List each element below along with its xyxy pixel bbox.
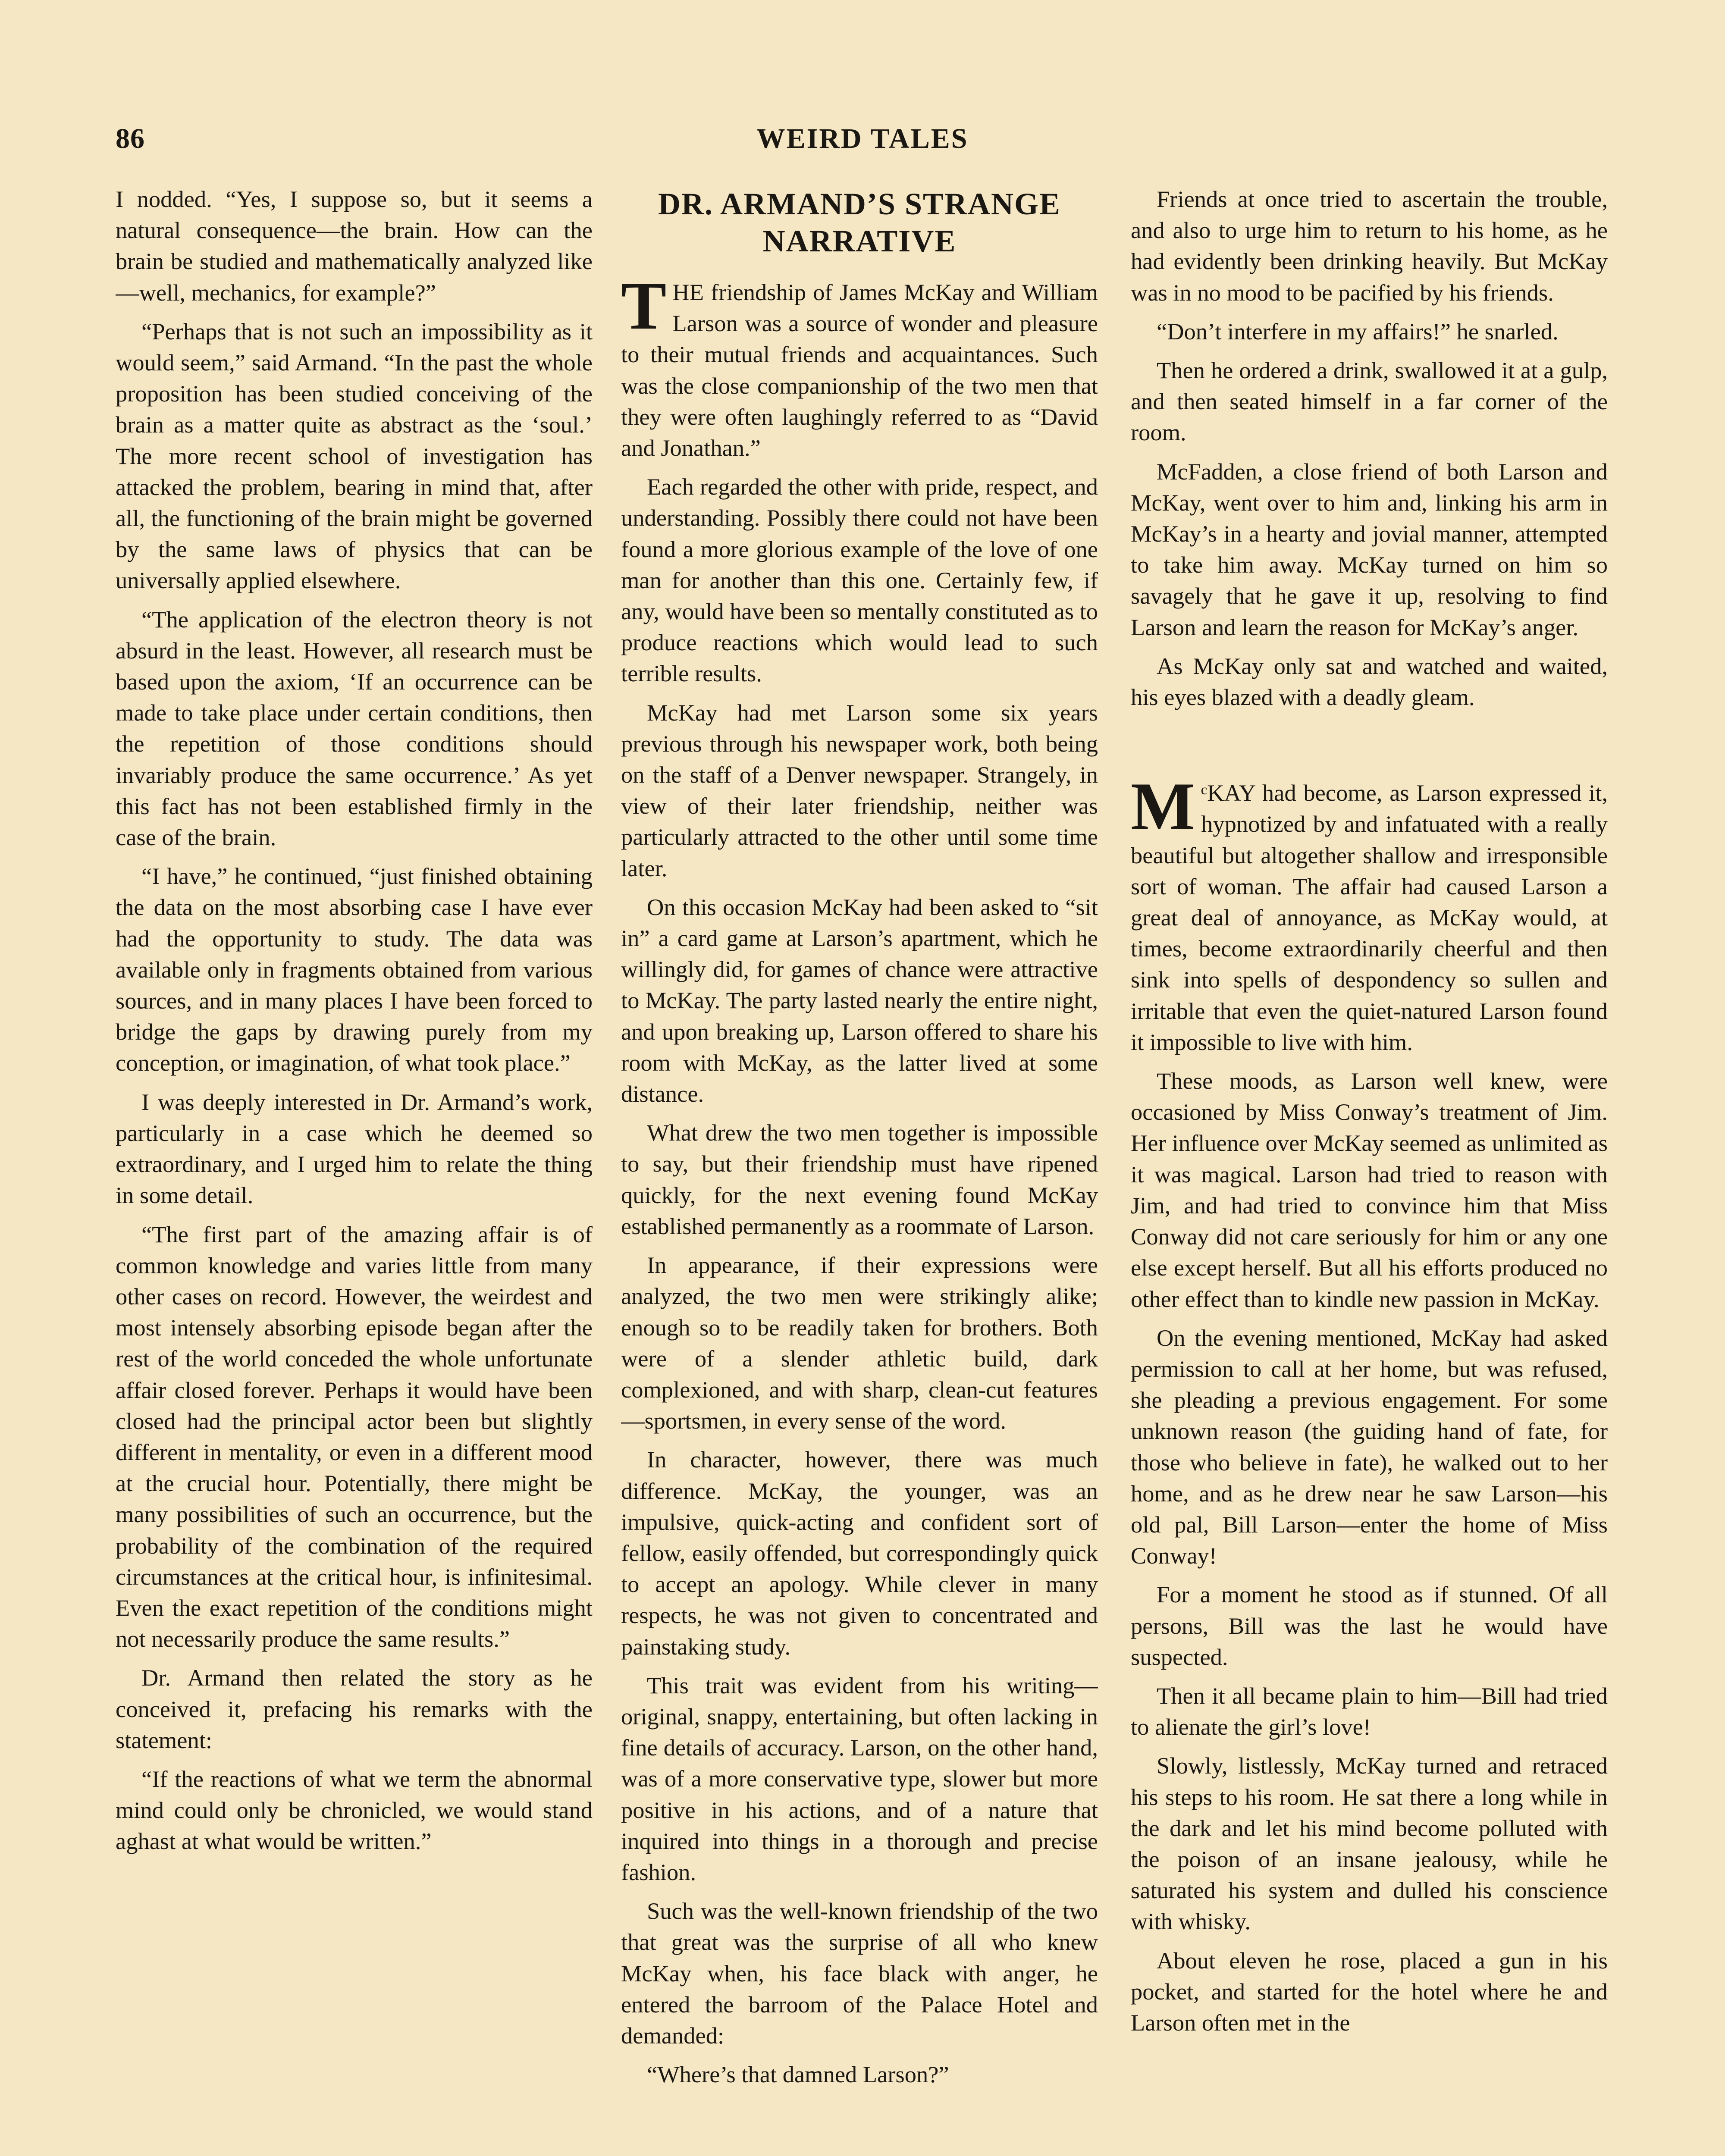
running-head: WEIRD TALES — [756, 123, 969, 154]
paragraph: “Where’s that damned Larson?” — [647, 2061, 949, 2088]
opening-word: HE — [672, 279, 704, 305]
paragraph: Friends at once tried to ascertain the trouble, and also to urge him to return to his home, as he had evidently been drinking heavily. But McKay was in no mood to be pacified by his friends. — [1131, 186, 1608, 306]
paragraph: I nodded. “Yes, I suppose so, but it seems a natural consequence—the brain. How can the brain be studied and mathematically analyzed like—well, mechanics, for example?” — [116, 186, 593, 306]
column-middle — [621, 184, 1098, 2156]
drop-cap: M — [1131, 769, 1195, 845]
paragraph: “The application of the electron theory is not absurd in the least. However, all research must be based upon the axiom, ‘If an occurrence can be made to take place under certain conditions, then the repetition of those conditions should invariably produce the same occurrence.’ As yet this fact has not been established firmly in the case of the brain. — [116, 606, 593, 851]
paragraph: Then it all became plain to him—Bill had tried to alienate the girl’s love! — [1131, 1682, 1608, 1740]
drop-cap: T — [621, 268, 667, 344]
paragraph: McFadden, a close friend of both Larson and McKay, went over to him and, linking his arm in McKay’s in a hearty and jovial manner, attempted to take him away. McKay turned on him so savagely that he gave it up, resolving to find Larson and learn the reason for McKay’s anger. — [1131, 458, 1608, 640]
paragraph: Slowly, listlessly, McKay turned and retraced his steps to his room. He sat there a long while in the dark and let his mind become polluted with the poison of an insane jealousy, while he saturated his system and dulled his conscience with whisky. — [1131, 1752, 1608, 1935]
story-title-line-1: DR. ARMAND’S STRANGE — [658, 187, 1061, 221]
paragraph: Each regarded the other with pride, respect, and understanding. Possibly there could not have been found a more glorious example of the love of one man for another than this one. Certainly few, if any, would have been so mentally constituted as to produce reactions which would lead to such terrible results. — [621, 473, 1098, 687]
paragraph: For a moment he stood as if stunned. Of all persons, Bill was the last he would have suspected. — [1131, 1581, 1608, 1670]
opening-text: friendship of James McKay and William Larson was a source of wonder and pleasure to their mutual friends and acquaintances. Such was the close companionship of the two men that they were often laughingly referred to as “David and Jonathan.” — [621, 279, 1098, 461]
paragraph: Dr. Armand then related the story as he conceived it, prefacing his remarks with the statement: — [116, 1664, 593, 1753]
paragraph: What drew the two men together is impossible to say, but their friendship must have ripened quickly, for the next evening found McKay established permanently as a roommate of Larson. — [621, 1119, 1098, 1239]
paragraph: “If the reactions of what we term the abnormal mind could only be chronicled, we would stand aghast at what would be written.” — [116, 1765, 593, 1855]
paragraph: “Perhaps that is not such an impossibility as it would seem,” said Armand. “In the past the whole proposition has been studied conceiving of the brain as a matter quite as abstract as the ‘soul.’ The more recent school of investigation has attacked the problem, bearing in mind that, after all, the functioning of the brain might be governed by the same laws of physics that can be universally applied elsewhere. — [116, 318, 593, 594]
story-title — [621, 185, 1098, 260]
paragraph: In character, however, there was much difference. McKay, the younger, was an impulsive, quick-acting and confident sort of fellow, easily offended, but correspondingly quick to accept an apology. While clever in many respects, he was not given to concentrated and painstaking study. — [621, 1446, 1098, 1660]
paragraph: About eleven he rose, placed a gun in his pocket, and started for the hotel where he and Larson often met in the — [1131, 1947, 1608, 2036]
paragraph: McKay had met Larson some six years previous through his newspaper work, both being on the staff of a Denver newspaper. Strangely, in view of their later friendship, neither was particularly attracted to the other until some time later. — [621, 699, 1098, 881]
paragraph: On the evening mentioned, McKay had asked permission to call at her home, but was refused, she pleading a previous engagement. For some unknown reason (the guiding hand of fate, for those who believe in fate), he walked out to her home, and as he drew near he saw Larson—his old pal, Bill Larson—enter the home of Miss Conway! — [1131, 1324, 1608, 1569]
paragraph: Then he ordered a drink, swallowed it at a gulp, and then seated himself in a far corner of the room. — [1131, 357, 1608, 446]
paragraph: In appearance, if their expressions were analyzed, the two men were strikingly alike; enough so to be readily taken for brothers. Both were of a slender athletic build, dark complexioned, and with sharp, clean-cut features—sportsmen, in every sense of the word. — [621, 1252, 1098, 1434]
section-opening-paragraph — [1131, 769, 1608, 1058]
paragraph: “The first part of the amazing affair is of common knowledge and varies little from many other cases on record. However, the weirdest and most intensely absorbing episode began after the rest of the world conceded the whole unfortunate affair closed forever. Perhaps it would have been closed had the principal actor been but slightly different in mentality, or even in a different mood at the crucial hour. Potentially, there might be many possibilities of such an occurrence, but the probability of the combination of the required circumstances at the critical hour, is infinitesimal. Even the exact repetition of the conditions might not necessarily produce the same results.” — [116, 1221, 593, 1652]
opening-word: ᶜKAY — [1201, 780, 1255, 806]
paragraph: “Don’t interfere in my affairs!” he snarled. — [1157, 318, 1559, 345]
paragraph: These moods, as Larson well knew, were occasioned by Miss Conway’s treatment of Jim. Her influence over McKay seemed as unlimited as it was magical. Larson had tried to reason with Jim, and had tried to convince him that Miss Conway did not care seriously for him or any one else except herself. But all his efforts produced no other effect than to kindle new passion in McKay. — [1131, 1068, 1608, 1312]
story-title-line-2: NARRATIVE — [762, 224, 957, 258]
opening-text: had become, as Larson expressed it, hypnotized by and infatuated with a really beautiful but altogether shallow and irresponsible sort of woman. The affair had caused Larson a great deal of annoyance, as McKay would, at times, become extraordinarily cheerful and then sink into spells of despondency so sullen and irritable that even the quiet-natured Larson found it impossible to live with him. — [1131, 780, 1608, 1055]
column-left — [116, 184, 593, 2156]
column-right — [1131, 184, 1608, 2156]
opening-paragraph — [621, 268, 1098, 464]
paragraph: “I have,” he continued, “just finished obtaining the data on the most absorbing case I have ever had the opportunity to study. The data was available only in fragments obtained from various sources, and in many places I have been forced to bridge the gaps by drawing purely from my conception, or imagination, of what took place.” — [116, 863, 593, 1076]
paragraph: On this occasion McKay had been asked to “sit in” a card game at Larson’s apartment, which he willingly did, for games of chance were attractive to McKay. The party lasted nearly the entire night, and upon breaking up, Larson offered to share his room with McKay, as the latter lived at some distance. — [621, 893, 1098, 1107]
paragraph: As McKay only sat and watched and waited, his eyes blazed with a deadly gleam. — [1131, 652, 1608, 711]
paragraph: This trait was evident from his writing—original, snappy, entertaining, but often lacking in fine details of accuracy. Larson, on the other hand, was of a more conservative type, slower but more positive in his actions, and of a nature that inquired into things in a thorough and precise fashion. — [621, 1672, 1098, 1885]
page-number: 86 — [116, 123, 145, 154]
paragraph: Such was the well-known friendship of the two that great was the surprise of all who knew McKay when, his face black with anger, he entered the barroom of the Palace Hotel and demanded: — [621, 1898, 1098, 2049]
paragraph: I was deeply interested in Dr. Armand’s work, particularly in a case which he deemed so extraordinary, and I urged him to relate the thing in some detail. — [116, 1088, 593, 1209]
